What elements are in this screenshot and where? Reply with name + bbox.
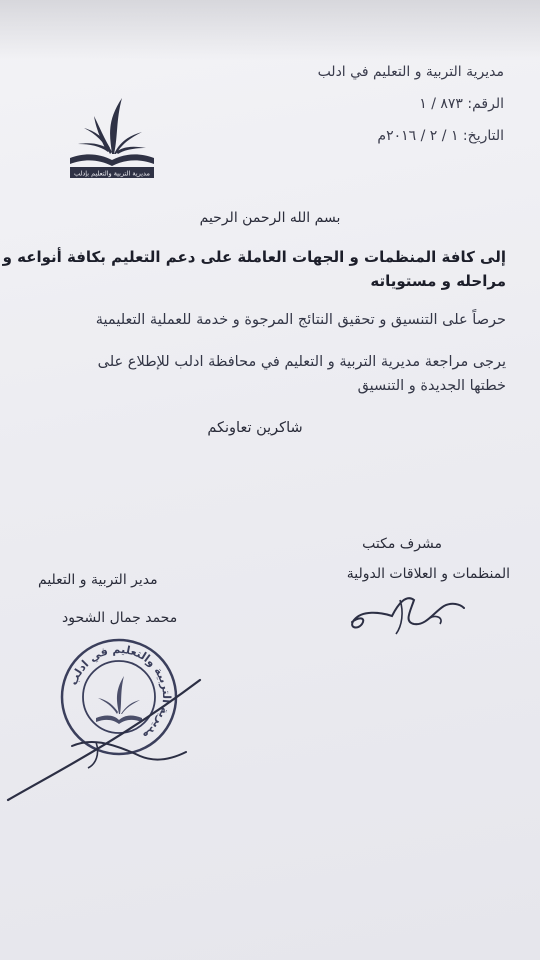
stamp-text: مديرية التربية والتعليم في ادلب: [66, 642, 174, 743]
department-name: مديرية التربية و التعليم في ادلب: [317, 64, 504, 80]
logo-caption: مديرية التربية والتعليم بإدلب: [74, 169, 150, 178]
addressee-line-2: مراحله و مستوياته: [370, 272, 506, 290]
paragraph-1: حرصاً على التنسيق و تحقيق النتائج المرجوة و خدمة للعملية التعليمية: [95, 312, 506, 328]
supervisor-office: المنظمات و العلاقات الدولية: [346, 566, 510, 582]
paragraph-2-line-2: خطتها الجديدة و التنسيق: [357, 378, 506, 394]
letter-date: التاريخ: ١ / ٢ / ٢٠١٦م: [377, 128, 504, 144]
reference-number: الرقم: ٨٧٣ / ١: [419, 96, 504, 112]
paper-shadow: [0, 0, 540, 60]
director-signature: [0, 660, 240, 820]
director-title: مدير التربية و التعليم: [38, 572, 158, 588]
book-and-flame-logo-icon: [66, 92, 158, 180]
supervisor-signature: [340, 582, 470, 642]
paragraph-2-line-1: يرجى مراجعة مديرية التربية و التعليم في محافظة ادلب للإطلاع على: [97, 354, 506, 370]
addressee-line-1: إلى كافة المنظمات و الجهات العاملة على دعم التعليم بكافة أنواعه و: [2, 248, 506, 266]
supervisor-title: مشرف مكتب: [362, 536, 442, 552]
director-name: محمد جمال الشحود: [62, 610, 178, 626]
closing-thanks: شاكرين تعاونكم: [207, 420, 303, 436]
basmala: بسم الله الرحمن الرحيم: [199, 210, 341, 226]
